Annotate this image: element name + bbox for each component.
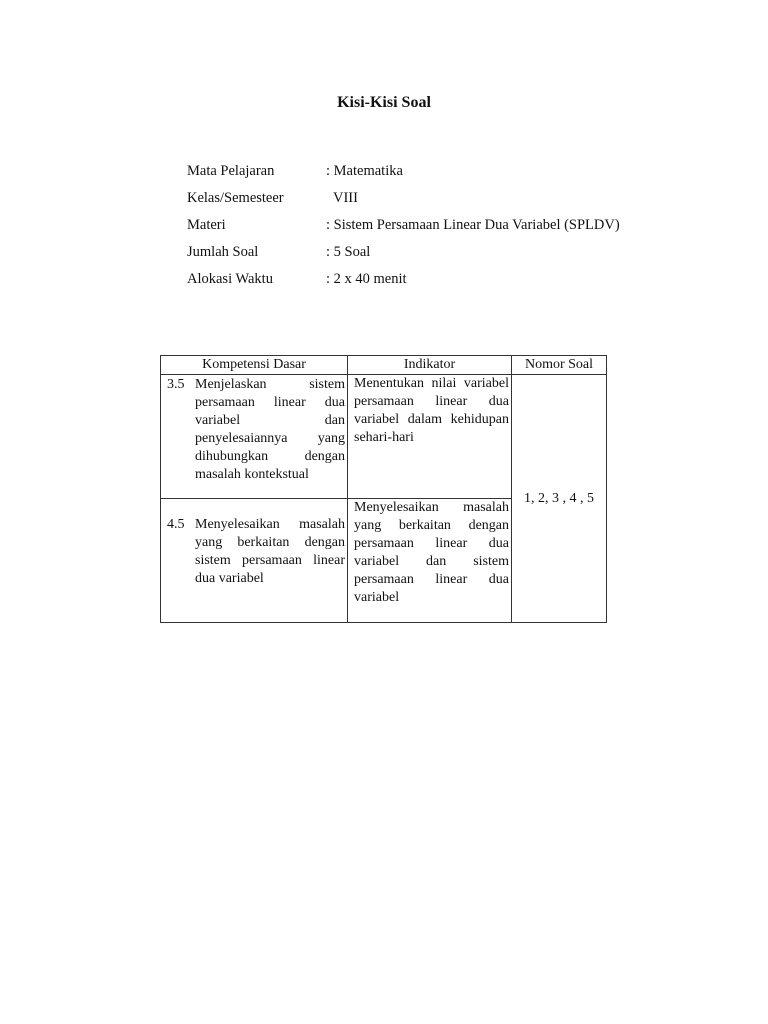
kompetensi-text: Menjelaskan sistem persamaan linear dua variabel dan penyelesaiannya yang dihubungkan dengan masalah kontekstual	[195, 377, 345, 482]
nomor-soal-cell: 1, 2, 3 , 4 , 5	[512, 375, 607, 623]
indikator-text: Menentukan nilai variabel persamaan linear dua variabel dalam kehidupan sehari-hari	[354, 376, 509, 445]
kompetensi-text: Menyelesaikan masalah yang berkaitan dengan sistem persamaan linear dua variabel	[195, 517, 345, 586]
kompetensi-content	[167, 376, 345, 484]
info-label: Alokasi Waktu	[187, 271, 273, 287]
info-value: VIII	[326, 190, 358, 206]
info-label: Mata Pelajaran	[187, 163, 275, 179]
indikator-text: Menyelesaikan masalah yang berkaitan dengan persamaan linear dua variabel dan sistem persamaan linear dua variabel	[354, 500, 509, 605]
table-header-row	[161, 356, 607, 375]
info-value: : 5 Soal	[326, 244, 371, 260]
column-header-indikator: Indikator	[348, 356, 512, 375]
info-label: Materi	[187, 217, 226, 233]
column-header-kompetensi-dasar: Kompetensi Dasar	[161, 356, 348, 375]
kisi-kisi-table	[160, 355, 607, 623]
info-value: : 2 x 40 menit	[326, 271, 407, 287]
column-header-nomor-soal: Nomor Soal	[512, 356, 607, 375]
indikator-cell	[348, 375, 512, 499]
document-title: Kisi-Kisi Soal	[337, 94, 431, 111]
info-value: : Matematika	[326, 163, 403, 179]
kompetensi-number: 4.5	[167, 517, 185, 532]
kompetensi-number: 3.5	[167, 377, 185, 392]
table-row	[161, 375, 607, 499]
info-label: Kelas/Semesteer	[187, 190, 284, 206]
info-value: : Sistem Persamaan Linear Dua Variabel (SPLDV)	[326, 217, 620, 233]
kompetensi-content	[167, 516, 345, 588]
indikator-cell	[348, 499, 512, 623]
kompetensi-cell	[161, 375, 348, 499]
kompetensi-cell	[161, 499, 348, 623]
info-label: Jumlah Soal	[187, 244, 259, 260]
